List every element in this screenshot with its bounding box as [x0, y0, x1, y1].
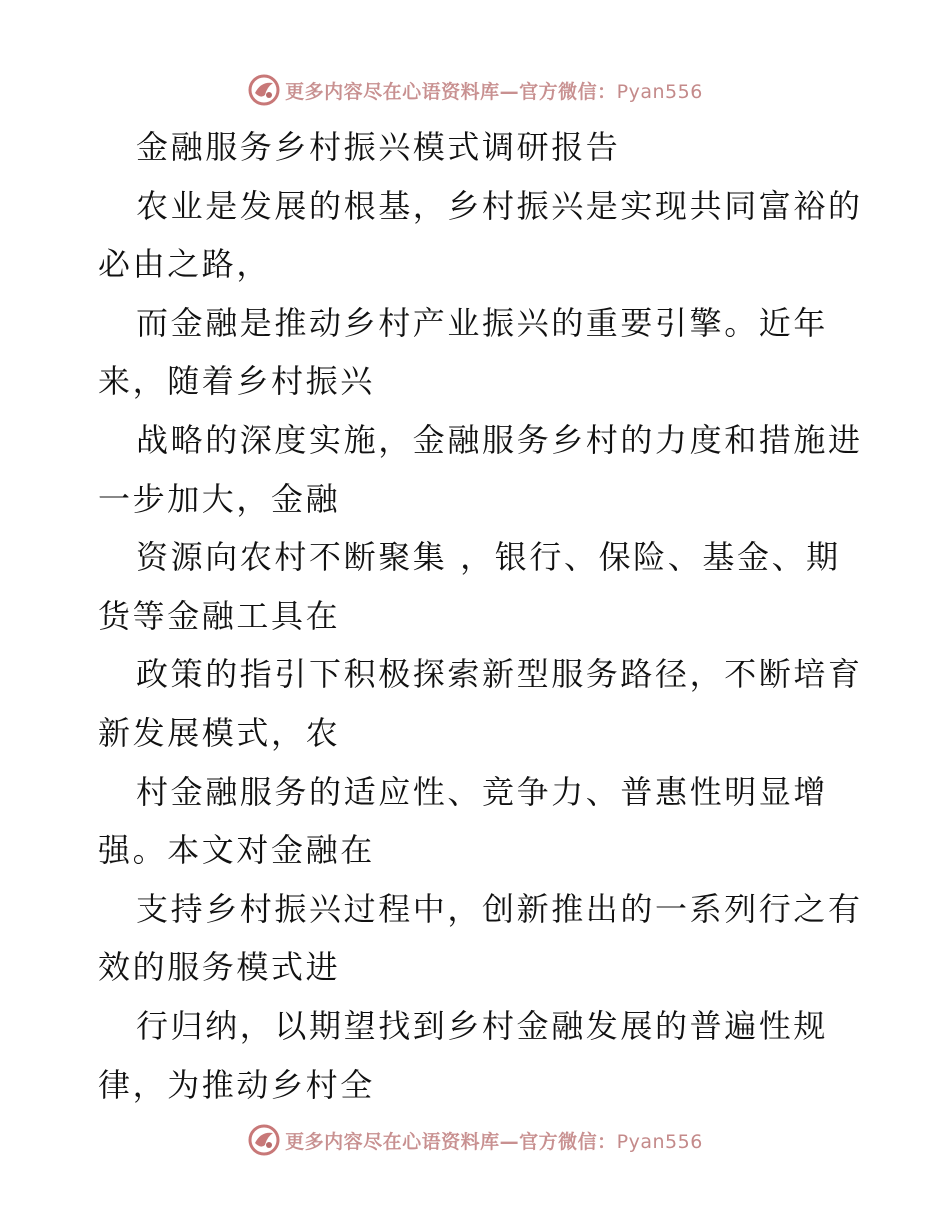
watermark-text [285, 1127, 703, 1154]
document-title: 金融服务乡村振兴模式调研报告 [136, 128, 621, 166]
paragraph-line: 货等金融工具在 [98, 596, 341, 635]
paragraph-line: 一步加大，金融 [98, 479, 341, 518]
watermark-label: 更多内容尽在心语资料库—官方微信： [285, 1130, 617, 1153]
paragraph-line: 战略的深度实施，金融服务乡村的力度和措施进 [136, 420, 863, 459]
watermark-text [285, 77, 703, 104]
header-watermark [0, 70, 950, 110]
paragraph-line: 村金融服务的适应性、竞争力、普惠性明显增 [136, 772, 829, 811]
document-body [98, 118, 863, 1114]
watermark-id: Pyan556 [616, 80, 703, 103]
paragraph-line: 政策的指引下积极探索新型服务路径，不断培育 [136, 655, 863, 694]
paragraph-line: 资源向农村不断聚集 ，银行、保险、基金、期 [136, 538, 841, 577]
paragraph-line: 行归纳，以期望找到乡村金融发展的普遍性规 [136, 1006, 829, 1045]
paragraph-line: 而金融是推动乡村产业振兴的重要引擎。近年 [136, 303, 829, 342]
paragraph-line: 效的服务模式进 [98, 948, 341, 987]
paragraph-line: 必由之路， [98, 245, 272, 284]
brand-logo-icon [247, 1123, 281, 1157]
paragraph-line: 律，为推动乡村全 [98, 1065, 375, 1104]
watermark-label: 更多内容尽在心语资料库—官方微信： [285, 80, 617, 103]
paragraph-line: 农业是发展的根基，乡村振兴是实现共同富裕的 [136, 186, 863, 225]
watermark-id: Pyan556 [616, 1130, 703, 1153]
paragraph-line: 来，随着乡村振兴 [98, 362, 375, 401]
footer-watermark [0, 1120, 950, 1160]
brand-logo-icon [247, 73, 281, 107]
paragraph-line: 强。本文对金融在 [98, 831, 375, 870]
paragraph-line: 新发展模式，农 [98, 713, 341, 752]
paragraph-line: 支持乡村振兴过程中，创新推出的一系列行之有 [136, 889, 863, 928]
